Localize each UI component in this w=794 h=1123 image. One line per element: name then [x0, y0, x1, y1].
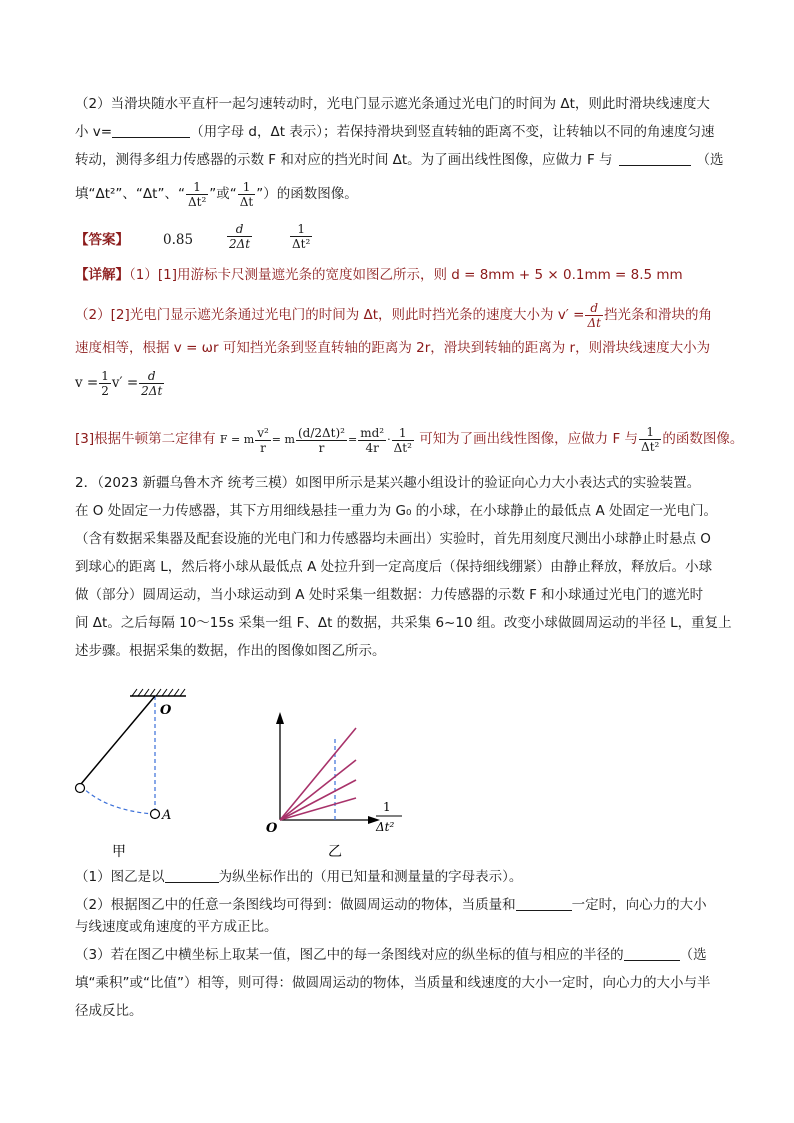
caption-yi: 乙: [328, 844, 342, 860]
figure-jia-pendulum: [76, 689, 187, 860]
q2-line-2: 在 O 处固定一力传感器，其下方用细线悬挂一重力为 G₀ 的小球，在小球静止的最低点 A 处固定一光电门。: [75, 503, 717, 519]
sub-2: （2）根据图乙中的任意一条图线均可得到：做圆周运动的物体，当质量和 一定时，向心力的大小: [75, 897, 707, 913]
q2-line-4: 到球心的距离 L，然后将小球从最低点 A 处拉升到一定高度后（保持细线绷紧）由静止释放，释放后。小球: [75, 559, 713, 575]
detail-line-2: （2）[2]光电门显示遮光条通过光电门的时间为 Δt，则此时挡光条的速度大小为 v′ = $\frac{d}{\Delta t}$ 挡光条和滑块的角: [75, 300, 712, 330]
newton-formula: F = m $\frac{\text{v²}}{r}$ = m $\frac{\text{(d/2Δt)²}}{r}$ = $\frac{\text{md²}}{4r}$ · $\frac{1}{\text{Δt²}}$: [219, 425, 412, 455]
q2-line-1: 2．（2023 新疆乌鲁木齐 统考三模）如图甲所示是某兴趣小组设计的验证向心力大小表达式的实验装置。: [75, 475, 701, 491]
answer-blank-1[interactable]: [112, 123, 190, 138]
fraction-1-over-dt: $\frac{1}{\Delta t}$: [239, 179, 254, 209]
answer-blank-2[interactable]: [619, 151, 691, 166]
sub-3b: 填“乘积”或“比值”）相等，则可得：做圆周运动的物体，当质量和线速度的大小一定时，向心力的大小与半: [75, 975, 711, 991]
answer-blank-4[interactable]: [516, 896, 572, 911]
sub-3: （3）若在图乙中横坐标上取某一值，图乙中的每一条图线对应的纵坐标的值与相应的半径的 （选: [75, 947, 707, 963]
figures: [60, 680, 420, 865]
answer-label: 【答案】: [75, 232, 129, 248]
fraction-1-over-dt2: $\frac{1}{\text{Δt²}}$: [187, 179, 207, 209]
axis-numerator: 1: [383, 800, 391, 814]
q2-line-3: （含有数据采集器及配套设施的光电门和力传感器均未画出）实验时，首先用刻度尺测出小球静止时悬点 O: [75, 531, 711, 547]
label-a: A: [162, 808, 172, 823]
detail-line-4: v = $\frac{1}{2}$ v′ = $\frac{d}{2\Delta t}$: [75, 368, 163, 398]
sub-2b: 与线速度或角速度的平方成正比。: [75, 919, 278, 935]
q2a-line-4: 填“Δt²”、“Δt”、“ $\frac{1}{\text{Δt²}}$ ”或“ $\frac{1}{\Delta t}$ ”）的函数图像。: [75, 179, 358, 209]
q2a-line-1: （2）当滑块随水平直杆一起匀速转动时，光电门显示遮光条通过光电门的时间为 Δt，则此时滑块线速度大: [75, 96, 710, 112]
axis-denominator: Δt²: [376, 820, 395, 834]
answer-blank-3[interactable]: [165, 868, 219, 883]
sub-3c: 径成反比。: [75, 1003, 143, 1019]
detail-line-5: [3]根据牛顿第二定律有 F = m $\frac{\text{v²}}{r}$ = m $\frac{\text{(d/2Δt)²}}{r}$ = $\frac{\text{md²}}{4r}$ · $\frac{1}{\text{Δt²}}$ 可知为了画出线性图像，应做力 F 与 $\frac{1}{\text{Δt²}}$ 的函数图像。: [75, 424, 744, 455]
label-o-origin: O: [266, 821, 278, 836]
detail-line-1: 【详解】（1）[1]用游标卡尺测量遮光条的宽度如图乙所示，则 d = 8mm + 5 × 0.1mm = 8.5 mm: [75, 267, 683, 283]
q2-line-6: 间 Δt。之后每隔 10～15s 采集一组 F、Δt 的数据，共采集 6~10 组。改变小球做圆周运动的半径 L，重复上: [75, 615, 732, 631]
ball-released: [76, 784, 85, 793]
q2a-line-3: 转动，测得多组力传感器的示数 F 和对应的挡光时间 Δt。为了画出线性图像，应做力 F 与 （选: [75, 152, 724, 168]
q2-line-7: 述步骤。根据采集的数据，作出的图像如图乙所示。: [75, 643, 386, 659]
answer-value-2: $\frac{d}{2\Delta t}$: [229, 222, 251, 251]
q2-line-5: 做（部分）圆周运动，当小球运动到 A 处时采集一组数据：力传感器的示数 F 和小球通过光电门的遮光时: [75, 587, 704, 603]
fraction-d-over-dt: $\frac{d}{\Delta t}$: [587, 300, 601, 330]
graph-lines: [280, 728, 356, 820]
label-o-pendulum: O: [160, 703, 172, 718]
answer-value-3: $\frac{1}{\text{Δt²}}$: [292, 222, 311, 251]
figure-yi-graph: [266, 712, 402, 860]
caption-jia: 甲: [112, 844, 126, 860]
ball-lowest-point: [151, 810, 160, 819]
sub-1: （1）图乙是以 为纵坐标作出的（用已知量和测量量的字母表示）。: [75, 869, 523, 885]
q2a-line-2: 小 v= （用字母 d，Δt 表示）；若保持滑块到竖直转轴的距离不变，让转轴以不同的角速度匀速: [75, 124, 715, 140]
detail-line-3: 速度相等，根据 v = ωr 可知挡光条到竖直转轴的距离为 2r，滑块到转轴的距离为 r，则滑块线速度大小为: [75, 340, 711, 356]
answer-value-1: 0.85: [163, 232, 194, 248]
answer-blank-5[interactable]: [624, 946, 680, 961]
